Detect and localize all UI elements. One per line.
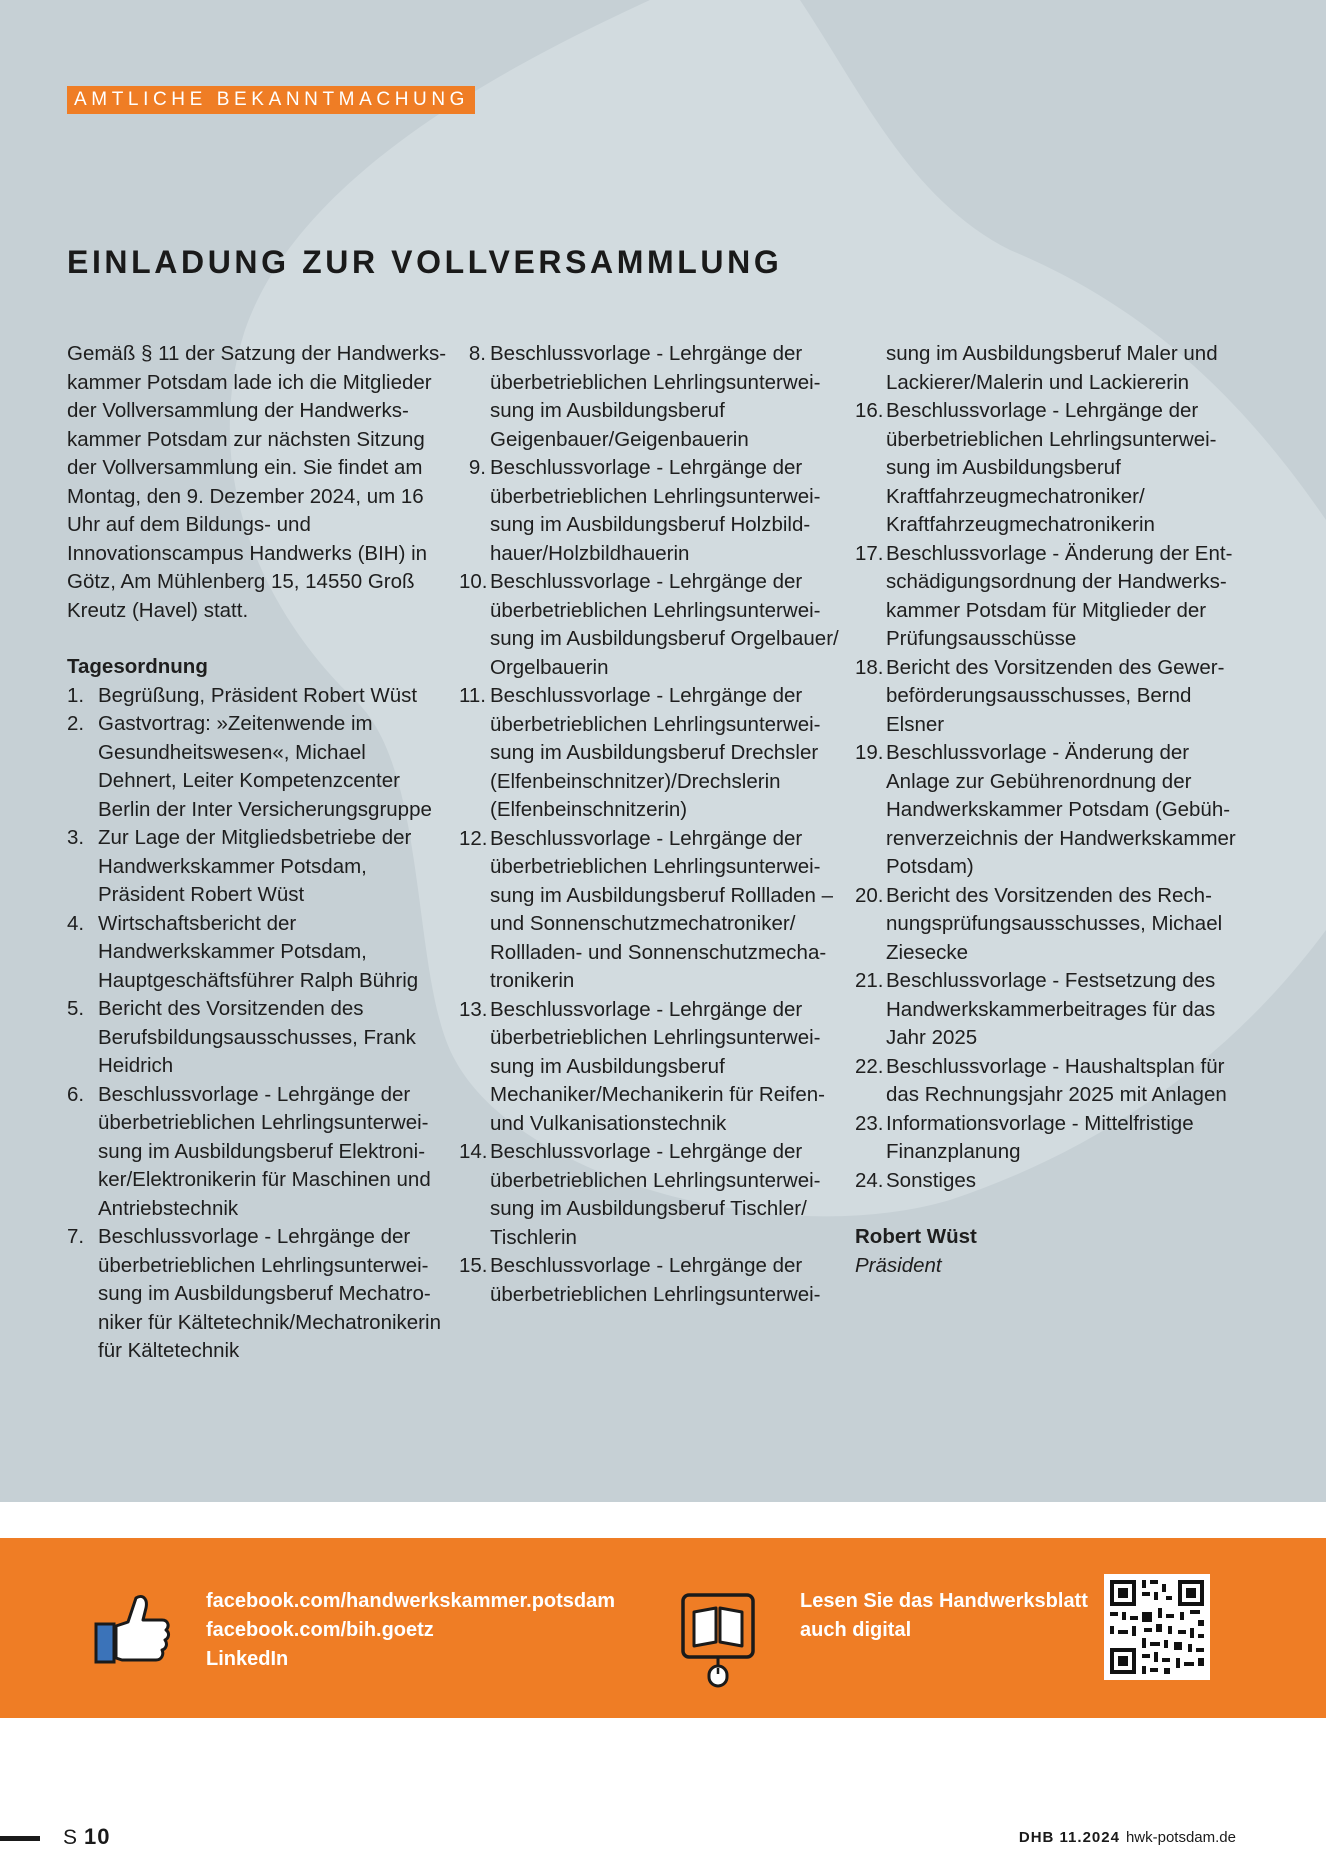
agenda-item: 9. Beschlussvorlage - Lehrgänge der überbetrieblichen Lehrlingsunterweisung im Ausbildungsberuf Holzbildhauer/Holzbildhauerin bbox=[468, 456, 821, 565]
agenda-item: 15. Beschlussvorlage - Lehrgänge der überbetrieblichen Lehrlingsunterwei- bbox=[459, 1254, 821, 1306]
agenda-item: 22. Beschlussvorlage - Haushaltsplan für das Rechnungsjahr 2025 mit Anlagen bbox=[855, 1054, 1227, 1106]
agenda-item: 7. Beschlussvorlage - Lehrgänge der überbetrieblichen Lehrlingsunterweisung im Ausbildungsberuf Mechatroniker für Kältetechnik/Mechatronikerin für Kältetechnik bbox=[67, 1225, 441, 1362]
issue-label: DHB 11.2024 bbox=[1018, 1829, 1120, 1846]
agenda-item: 8. Beschlussvorlage - Lehrgänge der überbetrieblichen Lehrlingsunterweisung im Ausbildungsberuf Geigenbauer/Geigenbauerin bbox=[468, 342, 821, 451]
agenda-item: 10. Beschlussvorlage - Lehrgänge der überbetrieblichen Lehrlingsunterweisung im Ausbildungsberuf Orgelbauer/ Orgelbauerin bbox=[459, 570, 839, 679]
agenda-item: 14. Beschlussvorlage - Lehrgänge der überbetrieblichen Lehrlingsunterweisung im Ausbildungsberuf Tischler/ Tischlerin bbox=[459, 1140, 821, 1249]
agenda-item: 19. Beschlussvorlage - Änderung der Anlage zur Gebührenordnung der Handwerkskammer Potsdam (Gebührenverzeichnis der Handwerkskammer Potsdam) bbox=[855, 741, 1236, 878]
agenda-item: 1. Begrüßung, Präsident Robert Wüst bbox=[67, 683, 418, 707]
column-3 bbox=[855, 340, 1245, 1280]
footer-meta bbox=[1019, 1829, 1236, 1846]
agenda-item: 12. Beschlussvorlage - Lehrgänge der überbetrieblichen Lehrlingsunterweisung im Ausbildungsberuf Rollladen – und Sonnenschutzmechatroniker/ Rollladen- und Sonnenschutzmechatronikerin bbox=[459, 826, 834, 992]
agenda-item: 17. Beschlussvorlage - Änderung der Entschädigungsordnung der Handwerkskammer Potsdam für Mitglieder der Prüfungsausschüsse bbox=[855, 541, 1233, 650]
agenda-item: 20. Bericht des Vorsitzenden des Rechnungsprüfungsausschusses, Michael Ziesecke bbox=[855, 883, 1223, 964]
page-title: EINLADUNG ZUR VOLLVERSAMMLUNG bbox=[67, 244, 783, 280]
agenda-item: 3. Zur Lage der Mitgliedsbetriebe der Handwerkskammer Potsdam, Präsident Robert Wüst bbox=[67, 826, 412, 906]
linkedin-link[interactable]: LinkedIn bbox=[206, 1648, 289, 1670]
social-links bbox=[206, 1587, 615, 1674]
agenda-item: 24. Sonstiges bbox=[855, 1168, 977, 1192]
signature-name: Robert Wüst bbox=[855, 1225, 977, 1248]
column-2 bbox=[459, 340, 849, 1309]
agenda-item: 11. Beschlussvorlage - Lehrgänge der überbetrieblichen Lehrlingsunterweisung im Ausbildungsberuf Drechsler (Elfenbeinschnitzer)/Drechslerin (Elfenbeinschnitzerin) bbox=[459, 684, 821, 821]
page-prefix: S bbox=[63, 1826, 79, 1849]
signature-role: Präsident bbox=[855, 1253, 942, 1277]
agenda-item: 6. Beschlussvorlage - Lehrgänge der überbetrieblichen Lehrlingsunterweisung im Ausbildungsberuf Elektroniker/Elektronikerin für Maschinen und Antriebstechnik bbox=[67, 1082, 431, 1220]
site-link[interactable]: hwk-potsdam.de bbox=[1125, 1829, 1236, 1846]
agenda-item: 13. Beschlussvorlage - Lehrgänge der überbetrieblichen Lehrlingsunterweisung im Ausbildungsberuf Mechaniker/Mechanikerin für Reifen- und Vulkanisationstechnik bbox=[459, 997, 825, 1135]
agenda-item: 4. Wirtschaftsbericht der Handwerkskammer Potsdam, Hauptgeschäftsführer Ralph Bührig bbox=[67, 911, 419, 992]
section-kicker: AMTLICHE BEKANNTMACHUNG bbox=[67, 86, 475, 114]
agenda-heading: Tagesordnung bbox=[67, 655, 208, 678]
agenda-item: 2. Gastvortrag: »Zeitenwende im Gesundheitswesen«, Michael Dehnert, Leiter Kompetenzcenter Berlin der Inter Versicherungsgruppe bbox=[67, 712, 432, 821]
agenda-item: 21. Beschlussvorlage - Festsetzung des Handwerkskammerbeitrages für das Jahr 2025 bbox=[855, 969, 1216, 1049]
agenda-item: 23. Informationsvorlage - Mittelfristige Finanzplanung bbox=[855, 1111, 1194, 1163]
agenda-item: 18. Bericht des Vorsitzenden des Gewerbeförderungsausschusses, Bernd Elsner bbox=[855, 655, 1225, 736]
thumbs-up-icon bbox=[92, 1588, 172, 1668]
agenda-item: 5. Bericht des Vorsitzenden des Berufsbildungsausschusses, Frank Heidrich bbox=[67, 997, 416, 1077]
column-1 bbox=[67, 340, 447, 1366]
agenda-item-continuation: sung im Ausbildungsberuf Maler und Lackierer/Malerin und Lackiererin bbox=[886, 342, 1218, 394]
qr-code[interactable] bbox=[1104, 1574, 1210, 1680]
page-number: 10 bbox=[84, 1824, 111, 1849]
facebook-link-hwk[interactable]: facebook.com/handwerkskammer.potsdam bbox=[206, 1590, 616, 1612]
book-mouse-icon bbox=[680, 1592, 756, 1688]
agenda-item: 16. Beschlussvorlage - Lehrgänge der überbetrieblichen Lehrlingsunterweisung im Ausbildungsberuf Kraftfahrzeugmechatroniker/ Kraftfahrzeugmechatronikerin bbox=[855, 399, 1217, 536]
footer-rule bbox=[0, 1836, 40, 1841]
intro-paragraph: Gemäß § 11 der Satzung der Handwerkskammer Potsdam lade ich die Mitglieder der Vollversammlung der Handwerkskammer Potsdam zur nächsten Sitzung der Vollversammlung ein. Sie findet am Montag, den 9. Dezember 2024, um 16 Uhr auf dem Bildungs- und Innovationscampus Handwerks (BIH) in Götz, Am Mühlenberg 15, 14550 Groß Kreutz (Havel) statt. bbox=[67, 342, 447, 622]
social-band bbox=[0, 1538, 1326, 1718]
facebook-link-bih[interactable]: facebook.com/bih.goetz bbox=[206, 1619, 434, 1641]
digital-promo: Lesen Sie das Handwerksblatt auch digital bbox=[800, 1590, 1088, 1641]
